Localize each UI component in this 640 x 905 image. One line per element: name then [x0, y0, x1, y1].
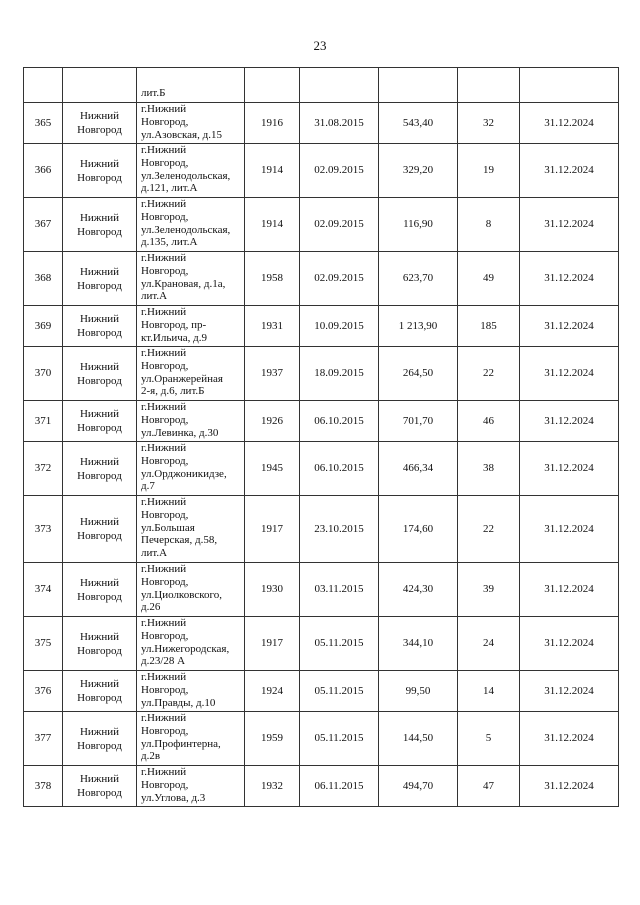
address-line: Новгород, — [141, 683, 189, 696]
area-value: 329,20 — [379, 144, 458, 198]
row-number: 371 — [24, 401, 63, 442]
deadline-date: 31.12.2024 — [520, 252, 619, 306]
city-cell — [63, 496, 137, 563]
table-row — [24, 563, 619, 617]
city-line: Новгород — [77, 644, 122, 657]
area-value: 99,50 — [379, 671, 458, 712]
city-line: Новгород — [77, 469, 122, 482]
row-number: 374 — [24, 563, 63, 617]
recognition-date: 05.11.2015 — [300, 617, 379, 671]
table-row — [24, 442, 619, 496]
city-line: Нижний — [79, 408, 120, 420]
table-row — [24, 617, 619, 671]
build-year: 1924 — [245, 671, 300, 712]
build-year: 1914 — [245, 144, 300, 198]
residents-count: 5 — [458, 712, 520, 766]
address-line: ул.Орджоникидзе, — [141, 467, 227, 480]
address-line: г.Нижний — [141, 496, 187, 508]
city-cell — [63, 144, 137, 198]
address-line: д.2в — [141, 750, 161, 763]
address-line: Новгород, — [141, 359, 189, 372]
deadline-date: 31.12.2024 — [520, 103, 619, 144]
residents-count: 22 — [458, 496, 520, 563]
city-line: Новгород — [77, 171, 122, 184]
recognition-date: 05.11.2015 — [300, 712, 379, 766]
row-number: 375 — [24, 617, 63, 671]
address-line: Новгород, — [141, 210, 189, 223]
address-line: г.Нижний — [141, 671, 187, 683]
city-cell — [63, 712, 137, 766]
cell-empty — [379, 68, 458, 103]
address-line: г.Нижний — [141, 766, 187, 778]
address-line: д.7 — [141, 480, 155, 493]
address-line: кт.Ильича, д.9 — [141, 331, 208, 344]
recognition-date: 02.09.2015 — [300, 144, 379, 198]
residents-count: 8 — [458, 198, 520, 252]
address-line: г.Нижний — [141, 198, 187, 210]
area-value: 144,50 — [379, 712, 458, 766]
city-line: Нижний — [79, 678, 120, 690]
address-cell — [137, 563, 245, 617]
address-line: ул.Левинка, д.30 — [141, 426, 219, 439]
city-cell — [63, 563, 137, 617]
row-number: 366 — [24, 144, 63, 198]
city-line: Новгород — [77, 327, 122, 339]
area-value: 623,70 — [379, 252, 458, 306]
build-year: 1958 — [245, 252, 300, 306]
city-line: Нижний — [79, 516, 120, 528]
table-row — [24, 401, 619, 442]
city-line: Новгород — [77, 374, 122, 387]
table-row — [24, 766, 619, 807]
address-line: г.Нижний — [141, 144, 187, 156]
city-line: Нижний — [79, 630, 120, 643]
row-number: 377 — [24, 712, 63, 766]
city-line: Новгород — [77, 530, 122, 542]
address-line: Новгород, — [141, 575, 189, 588]
area-value: 466,34 — [379, 442, 458, 496]
city-cell — [63, 401, 137, 442]
table-row — [24, 712, 619, 766]
address-line: г.Нижний — [141, 252, 187, 264]
city-line: Нижний — [79, 157, 120, 170]
residents-count: 185 — [458, 306, 520, 347]
deadline-date: 31.12.2024 — [520, 144, 619, 198]
address-cell — [137, 144, 245, 198]
city-cell — [63, 442, 137, 496]
address-line: ул.Профинтерна, — [141, 737, 221, 750]
address-line: ул.Оранжерейная — [141, 372, 223, 385]
cell-empty — [458, 68, 520, 103]
area-value: 264,50 — [379, 347, 458, 401]
city-line: Новгород — [77, 739, 122, 752]
address-line: Новгород, — [141, 629, 189, 642]
address-line: г.Нижний — [141, 712, 187, 724]
deadline-date: 31.12.2024 — [520, 306, 619, 347]
table-row — [24, 103, 619, 144]
deadline-date: 31.12.2024 — [520, 712, 619, 766]
table-row — [24, 144, 619, 198]
residents-count: 47 — [458, 766, 520, 807]
address-line: г.Нижний — [141, 401, 187, 413]
area-value: 424,30 — [379, 563, 458, 617]
cell-empty — [24, 68, 63, 103]
city-cell — [63, 198, 137, 252]
table-row — [24, 252, 619, 306]
build-year: 1931 — [245, 306, 300, 347]
address-line: Новгород, — [141, 156, 189, 169]
build-year: 1916 — [245, 103, 300, 144]
row-number: 376 — [24, 671, 63, 712]
city-line: Нижний — [79, 725, 120, 738]
area-value: 1 213,90 — [379, 306, 458, 347]
city-cell — [63, 252, 137, 306]
area-value: 116,90 — [379, 198, 458, 252]
build-year: 1959 — [245, 712, 300, 766]
city-line: Новгород — [77, 692, 122, 704]
address-line: г.Нижний — [141, 306, 187, 318]
deadline-date: 31.12.2024 — [520, 347, 619, 401]
address-line: Новгород, — [141, 264, 189, 277]
city-line: Новгород — [77, 590, 122, 603]
address-cell — [137, 766, 245, 807]
residents-count: 19 — [458, 144, 520, 198]
table-row — [24, 671, 619, 712]
build-year: 1917 — [245, 617, 300, 671]
cell-empty — [520, 68, 619, 103]
build-year: 1937 — [245, 347, 300, 401]
recognition-date: 05.11.2015 — [300, 671, 379, 712]
address-line: ул.Большая — [141, 521, 195, 534]
address-cell — [137, 103, 245, 144]
address-line: Печерская, д.58, — [141, 534, 218, 547]
address-line: д.26 — [141, 601, 161, 614]
city-line: Нижний — [79, 773, 120, 785]
address-line: ул.Нижегородская, — [141, 642, 230, 655]
address-line: г.Нижний — [141, 617, 187, 629]
row-number: 365 — [24, 103, 63, 144]
recognition-date: 23.10.2015 — [300, 496, 379, 563]
build-year: 1945 — [245, 442, 300, 496]
address-line: г.Нижний — [141, 103, 187, 115]
area-value: 543,40 — [379, 103, 458, 144]
city-line: Новгород — [77, 124, 122, 136]
address-line: ул.Азовская, д.15 — [141, 128, 222, 141]
deadline-date: 31.12.2024 — [520, 442, 619, 496]
address-line: Новгород, — [141, 115, 189, 128]
city-cell — [63, 306, 137, 347]
deadline-date: 31.12.2024 — [520, 496, 619, 563]
area-value: 701,70 — [379, 401, 458, 442]
city-line: Нижний — [79, 360, 120, 373]
address-cell — [137, 442, 245, 496]
recognition-date: 02.09.2015 — [300, 252, 379, 306]
row-number: 368 — [24, 252, 63, 306]
deadline-date: 31.12.2024 — [520, 671, 619, 712]
address-line: г.Нижний — [141, 442, 187, 454]
address-line: ул.Крановая, д.1а, — [141, 277, 226, 290]
recognition-date: 03.11.2015 — [300, 563, 379, 617]
address-line: д.135, лит.А — [141, 236, 198, 249]
address-cell — [137, 401, 245, 442]
row-number: 369 — [24, 306, 63, 347]
city-cell — [63, 103, 137, 144]
address-line: г.Нижний — [141, 563, 187, 575]
address-cell — [137, 617, 245, 671]
address-line: ул.Зеленодольская, — [141, 223, 231, 236]
city-cell — [63, 671, 137, 712]
deadline-date: 31.12.2024 — [520, 401, 619, 442]
address-cell — [137, 496, 245, 563]
build-year: 1917 — [245, 496, 300, 563]
address-line: Новгород, — [141, 724, 189, 737]
city-line: Нижний — [79, 455, 120, 468]
city-line: Нижний — [79, 110, 120, 122]
address-line: ул.Зеленодольская, — [141, 169, 231, 182]
city-cell — [63, 347, 137, 401]
residents-count: 24 — [458, 617, 520, 671]
recognition-date: 06.11.2015 — [300, 766, 379, 807]
city-line: Нижний — [79, 313, 120, 325]
address-line: Новгород, пр- — [141, 318, 207, 331]
city-line: Новгород — [77, 787, 122, 799]
residents-count: 14 — [458, 671, 520, 712]
row-number: 378 — [24, 766, 63, 807]
recognition-date: 31.08.2015 — [300, 103, 379, 144]
deadline-date: 31.12.2024 — [520, 617, 619, 671]
cell-empty — [245, 68, 300, 103]
build-year: 1914 — [245, 198, 300, 252]
residents-count: 22 — [458, 347, 520, 401]
recognition-date: 02.09.2015 — [300, 198, 379, 252]
address-line: Новгород, — [141, 454, 189, 467]
recognition-date: 06.10.2015 — [300, 442, 379, 496]
residents-count: 32 — [458, 103, 520, 144]
address-cell — [137, 306, 245, 347]
address-cell — [137, 712, 245, 766]
area-value: 494,70 — [379, 766, 458, 807]
table-row — [24, 496, 619, 563]
address-line: ул.Циолковского, — [141, 588, 223, 601]
address-cell — [137, 347, 245, 401]
housing-registry-table — [23, 67, 619, 807]
address-line: лит.А — [141, 547, 168, 560]
address-line: ул.Правды, д.10 — [141, 696, 216, 709]
table-row — [24, 306, 619, 347]
residents-count: 46 — [458, 401, 520, 442]
row-number: 373 — [24, 496, 63, 563]
residents-count: 49 — [458, 252, 520, 306]
city-line: Новгород — [77, 225, 122, 238]
table-row — [24, 198, 619, 252]
city-line: Нижний — [79, 576, 120, 589]
address-line: г.Нижний — [141, 347, 187, 359]
address-line: лит.А — [141, 290, 168, 303]
recognition-date: 06.10.2015 — [300, 401, 379, 442]
address-cell — [137, 671, 245, 712]
recognition-date: 18.09.2015 — [300, 347, 379, 401]
cell-empty — [300, 68, 379, 103]
address-line: ул.Углова, д.3 — [141, 791, 206, 804]
city-line: Нижний — [79, 211, 120, 224]
address-line: 2-я, д.6, лит.Б — [141, 385, 205, 398]
continuation-row — [24, 68, 619, 103]
city-line: Новгород — [77, 279, 122, 292]
address-line: д.121, лит.А — [141, 182, 198, 195]
build-year: 1930 — [245, 563, 300, 617]
residents-count: 39 — [458, 563, 520, 617]
residents-count: 38 — [458, 442, 520, 496]
deadline-date: 31.12.2024 — [520, 766, 619, 807]
address-tail: лит.Б — [141, 87, 166, 100]
build-year: 1932 — [245, 766, 300, 807]
area-value: 174,60 — [379, 496, 458, 563]
city-cell — [63, 617, 137, 671]
address-tail-cell — [137, 68, 245, 103]
deadline-date: 31.12.2024 — [520, 563, 619, 617]
address-line: Новгород, — [141, 778, 189, 791]
cell-empty — [63, 68, 137, 103]
deadline-date: 31.12.2024 — [520, 198, 619, 252]
row-number: 372 — [24, 442, 63, 496]
address-line: Новгород, — [141, 508, 189, 521]
address-line: д.23/28 А — [141, 655, 186, 668]
address-cell — [137, 252, 245, 306]
row-number: 367 — [24, 198, 63, 252]
address-cell — [137, 198, 245, 252]
area-value: 344,10 — [379, 617, 458, 671]
address-line: Новгород, — [141, 413, 189, 426]
city-line: Новгород — [77, 422, 122, 434]
row-number: 370 — [24, 347, 63, 401]
city-cell — [63, 766, 137, 807]
recognition-date: 10.09.2015 — [300, 306, 379, 347]
city-line: Нижний — [79, 265, 120, 278]
table-row — [24, 347, 619, 401]
build-year: 1926 — [245, 401, 300, 442]
page-number: 23 — [313, 38, 327, 53]
